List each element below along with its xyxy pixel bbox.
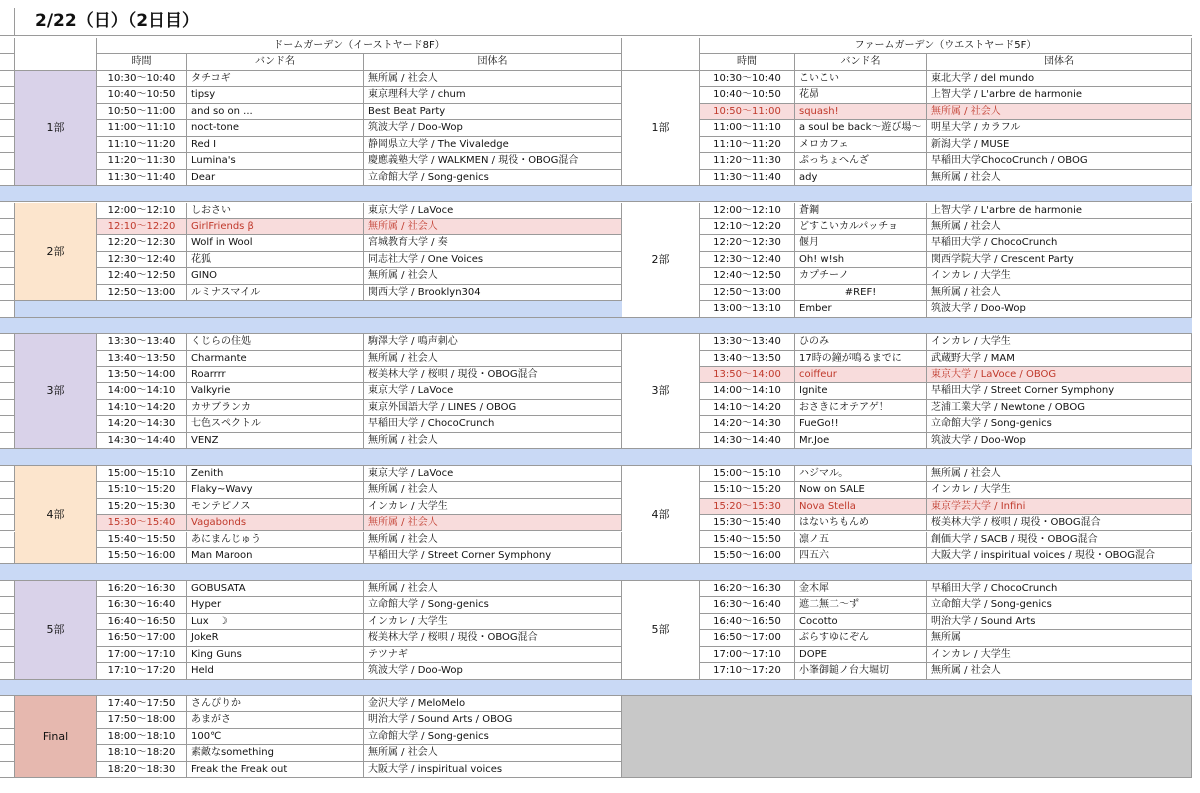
org-cell: 駒澤大学 / 鳴声刺心 <box>364 334 622 350</box>
band-cell: タチコギ <box>187 71 364 87</box>
separator-row <box>0 186 1192 202</box>
band-cell: tipsy <box>187 87 364 103</box>
row-marker <box>0 87 15 103</box>
separator-row <box>0 449 1192 465</box>
row-marker <box>0 301 15 317</box>
time-cell: 17:00〜17:10 <box>700 647 795 663</box>
time-cell: 15:00〜15:10 <box>97 466 187 482</box>
row-marker <box>0 581 15 597</box>
row-marker <box>0 762 15 778</box>
row-marker <box>0 268 15 284</box>
band-cell: しおさい <box>187 203 364 219</box>
band-cell: 17時の鐘が鳴るまでに <box>795 351 927 367</box>
time-cell: 11:10〜11:20 <box>97 137 187 153</box>
org-cell: 桜美林大学 / 桜唄 / 現役・OBOG混合 <box>364 367 622 383</box>
block-label: 3部 <box>15 334 97 449</box>
band-cell: 小峯御鎚ノ台大堀切 <box>795 663 927 679</box>
block-label: 5部 <box>622 581 700 680</box>
org-cell: 無所属 / 社会人 <box>927 285 1192 301</box>
venue-right-header: ファームガーデン（ウエストヤード5F） <box>700 38 1192 54</box>
band-cell: ルミナスマイル <box>187 285 364 301</box>
band-cell: Oh! w!sh <box>795 252 927 268</box>
row-marker <box>0 532 15 548</box>
band-cell: カサブランカ <box>187 400 364 416</box>
org-cell: 桜美林大学 / 桜唄 / 現役・OBOG混合 <box>927 515 1192 531</box>
time-cell: 11:00〜11:10 <box>700 120 795 136</box>
time-cell: 14:30〜14:40 <box>97 433 187 449</box>
row-marker <box>0 614 15 630</box>
time-cell: 12:00〜12:10 <box>700 203 795 219</box>
org-cell: 宮城教育大学 / 奏 <box>364 235 622 251</box>
org-cell: 筑波大学 / Doo-Wop <box>364 663 622 679</box>
venue-left-header: ドームガーデン（イーストヤード8F） <box>97 38 622 54</box>
row-marker <box>0 153 15 169</box>
band-cell: どすこいカルパッチョ <box>795 219 927 235</box>
separator-row <box>15 301 622 317</box>
org-cell: 無所属 / 社会人 <box>364 515 622 531</box>
band-cell: FueGo!! <box>795 416 927 432</box>
band-cell: GirlFriends β <box>187 219 364 235</box>
org-cell: 明治大学 / Sound Arts <box>927 614 1192 630</box>
band-cell: Ignite <box>795 383 927 399</box>
block-label: 3部 <box>622 334 700 449</box>
band-cell: and so on ... <box>187 104 364 120</box>
band-cell: ひのみ <box>795 334 927 350</box>
separator-row <box>0 564 1192 580</box>
time-cell: 11:20〜11:30 <box>97 153 187 169</box>
band-cell: Ember <box>795 301 927 317</box>
band-cell: 七色スペクトル <box>187 416 364 432</box>
time-cell: 16:50〜17:00 <box>97 630 187 646</box>
org-cell: 早稲田大学 / Street Corner Symphony <box>927 383 1192 399</box>
band-cell: ady <box>795 170 927 186</box>
time-cell: 12:30〜12:40 <box>700 252 795 268</box>
band-cell: 花狐 <box>187 252 364 268</box>
row-marker <box>0 482 15 498</box>
block-label: 5部 <box>15 581 97 680</box>
org-cell: 無所属 / 社会人 <box>927 663 1192 679</box>
org-cell: 武蔵野大学 / MAM <box>927 351 1192 367</box>
time-cell: 13:30〜13:40 <box>700 334 795 350</box>
row-marker <box>0 104 15 120</box>
org-cell: 立命館大学 / Song-genics <box>927 597 1192 613</box>
row-marker <box>0 647 15 663</box>
time-cell: 18:20〜18:30 <box>97 762 187 778</box>
time-cell: 15:30〜15:40 <box>97 515 187 531</box>
band-cell: 四五六 <box>795 548 927 564</box>
band-cell: Now on SALE <box>795 482 927 498</box>
band-cell: Charmante <box>187 351 364 367</box>
org-cell: 上智大学 / L'arbre de harmonie <box>927 87 1192 103</box>
time-cell: 18:00〜18:10 <box>97 729 187 745</box>
block-label: 4部 <box>15 466 97 565</box>
time-cell: 14:10〜14:20 <box>700 400 795 416</box>
org-cell: 創価大学 / SACB / 現役・OBOG混合 <box>927 532 1192 548</box>
org-cell: 東京学芸大学 / Infini <box>927 499 1192 515</box>
org-cell: Best Beat Party <box>364 104 622 120</box>
org-cell: 無所属 / 社会人 <box>927 104 1192 120</box>
time-cell: 14:30〜14:40 <box>700 433 795 449</box>
org-cell: 東京理科大学 / chum <box>364 87 622 103</box>
row-marker <box>0 71 15 87</box>
time-cell: 13:50〜14:00 <box>700 367 795 383</box>
band-cell: ハジマル。 <box>795 466 927 482</box>
band-cell: メロカフェ <box>795 137 927 153</box>
time-cell: 14:00〜14:10 <box>97 383 187 399</box>
org-cell: 東京大学 / LaVoce <box>364 203 622 219</box>
band-cell: 凛ノ五 <box>795 532 927 548</box>
band-cell: DOPE <box>795 647 927 663</box>
org-cell: 無所属 / 社会人 <box>364 351 622 367</box>
time-cell: 15:20〜15:30 <box>700 499 795 515</box>
row-marker <box>0 137 15 153</box>
org-cell: 新潟大学 / MUSE <box>927 137 1192 153</box>
row-marker <box>0 433 15 449</box>
band-cell: 金木犀 <box>795 581 927 597</box>
row-marker <box>0 285 15 301</box>
time-cell: 12:40〜12:50 <box>700 268 795 284</box>
time-cell: 13:40〜13:50 <box>97 351 187 367</box>
org-cell: インカレ / 大学生 <box>364 499 622 515</box>
org-cell: 早稲田大学 / ChocoCrunch <box>364 416 622 432</box>
org-cell: 無所属 / 社会人 <box>927 219 1192 235</box>
block-label: 1部 <box>622 71 700 186</box>
block-label: 2部 <box>622 203 700 318</box>
org-cell: 早稲田大学 / Street Corner Symphony <box>364 548 622 564</box>
band-cell: 遮二無二〜ず <box>795 597 927 613</box>
band-cell: JokeR <box>187 630 364 646</box>
row-marker <box>0 170 15 186</box>
row-marker <box>0 712 15 728</box>
band-cell: ぶらすゆにぞん <box>795 630 927 646</box>
org-cell: 無所属 / 社会人 <box>364 532 622 548</box>
band-cell: あにまんじゅう <box>187 532 364 548</box>
org-cell: インカレ / 大学生 <box>364 614 622 630</box>
time-cell: 10:40〜10:50 <box>700 87 795 103</box>
time-cell: 11:20〜11:30 <box>700 153 795 169</box>
time-cell: 16:40〜16:50 <box>97 614 187 630</box>
band-cell: さんぴりか <box>187 696 364 712</box>
time-cell: 16:20〜16:30 <box>700 581 795 597</box>
time-cell: 10:30〜10:40 <box>700 71 795 87</box>
row-marker <box>0 351 15 367</box>
time-cell: 16:50〜17:00 <box>700 630 795 646</box>
band-cell: Red I <box>187 137 364 153</box>
time-cell: 12:10〜12:20 <box>700 219 795 235</box>
time-cell: 13:00〜13:10 <box>700 301 795 317</box>
org-cell: インカレ / 大学生 <box>927 647 1192 663</box>
time-cell: 16:30〜16:40 <box>700 597 795 613</box>
band-cell: noct-tone <box>187 120 364 136</box>
time-cell: 15:50〜16:00 <box>97 548 187 564</box>
time-cell: 10:50〜11:00 <box>700 104 795 120</box>
band-cell: #REF! <box>795 285 927 301</box>
time-cell: 15:40〜15:50 <box>700 532 795 548</box>
row-marker <box>0 466 15 482</box>
org-cell: 慶應義塾大学 / WALKMEN / 現役・OBOG混合 <box>364 153 622 169</box>
org-cell: 静岡県立大学 / The Vivaledge <box>364 137 622 153</box>
band-cell: モンテピノス <box>187 499 364 515</box>
band-cell: 花昴 <box>795 87 927 103</box>
band-cell: King Guns <box>187 647 364 663</box>
org-cell: インカレ / 大学生 <box>927 482 1192 498</box>
time-cell: 12:50〜13:00 <box>700 285 795 301</box>
time-cell: 12:00〜12:10 <box>97 203 187 219</box>
org-cell: 大阪大学 / inspiritual voices <box>364 762 622 778</box>
time-cell: 11:30〜11:40 <box>97 170 187 186</box>
org-cell: 無所属 / 社会人 <box>927 466 1192 482</box>
org-cell: 関西学院大学 / Crescent Party <box>927 252 1192 268</box>
org-cell: 早稲田大学ChocoCrunch / OBOG <box>927 153 1192 169</box>
band-cell: 偃月 <box>795 235 927 251</box>
time-cell: 14:20〜14:30 <box>700 416 795 432</box>
block-label: 4部 <box>622 466 700 565</box>
row-marker <box>0 597 15 613</box>
row-marker <box>0 38 15 54</box>
empty-area <box>622 696 1192 778</box>
time-cell: 11:00〜11:10 <box>97 120 187 136</box>
org-cell: 立命館大学 / Song-genics <box>364 597 622 613</box>
header-corner <box>15 38 97 71</box>
band-cell: squash! <box>795 104 927 120</box>
time-cell: 14:20〜14:30 <box>97 416 187 432</box>
time-cell: 13:30〜13:40 <box>97 334 187 350</box>
time-cell: 15:20〜15:30 <box>97 499 187 515</box>
band-cell: Flaky~Wavy <box>187 482 364 498</box>
separator-row <box>0 318 1192 334</box>
col-time-header: 時間 <box>97 54 187 70</box>
col-org-header: 団体名 <box>364 54 622 70</box>
time-cell: 17:10〜17:20 <box>97 663 187 679</box>
org-cell: インカレ / 大学生 <box>927 334 1192 350</box>
band-cell: Mr.Joe <box>795 433 927 449</box>
row-marker <box>0 499 15 515</box>
org-cell: 立命館大学 / Song-genics <box>927 416 1192 432</box>
org-cell: 東京大学 / LaVoce <box>364 466 622 482</box>
time-cell: 10:40〜10:50 <box>97 87 187 103</box>
time-cell: 16:20〜16:30 <box>97 581 187 597</box>
row-marker <box>0 334 15 350</box>
band-cell: Cocotto <box>795 614 927 630</box>
band-cell: Roarrrr <box>187 367 364 383</box>
org-cell: 無所属 / 社会人 <box>364 71 622 87</box>
band-cell: coiffeur <box>795 367 927 383</box>
row-marker <box>0 252 15 268</box>
band-cell: Dear <box>187 170 364 186</box>
row-marker <box>0 367 15 383</box>
time-cell: 17:10〜17:20 <box>700 663 795 679</box>
band-cell: VENZ <box>187 433 364 449</box>
separator-row <box>0 680 1192 696</box>
row-marker <box>0 745 15 761</box>
time-cell: 11:30〜11:40 <box>700 170 795 186</box>
org-cell: 上智大学 / L'arbre de harmonie <box>927 203 1192 219</box>
row-marker <box>0 203 15 219</box>
time-cell: 12:30〜12:40 <box>97 252 187 268</box>
band-cell: Wolf in Wool <box>187 235 364 251</box>
time-cell: 12:10〜12:20 <box>97 219 187 235</box>
band-cell: あまがさ <box>187 712 364 728</box>
band-cell: 蒼鋼 <box>795 203 927 219</box>
band-cell: Freak the Freak out <box>187 762 364 778</box>
band-cell: 100℃ <box>187 729 364 745</box>
col-org-header: 団体名 <box>927 54 1192 70</box>
org-cell: 東京大学 / LaVoce <box>364 383 622 399</box>
band-cell: おさきにオテアゲ！ <box>795 400 927 416</box>
band-cell: はないちもんめ <box>795 515 927 531</box>
org-cell: 金沢大学 / MeloMelo <box>364 696 622 712</box>
org-cell: インカレ / 大学生 <box>927 268 1192 284</box>
row-marker <box>0 400 15 416</box>
time-cell: 17:50〜18:00 <box>97 712 187 728</box>
band-cell: GINO <box>187 268 364 284</box>
row-marker <box>0 54 15 70</box>
time-cell: 10:50〜11:00 <box>97 104 187 120</box>
time-cell: 13:50〜14:00 <box>97 367 187 383</box>
band-cell: こいこい <box>795 71 927 87</box>
time-cell: 15:30〜15:40 <box>700 515 795 531</box>
org-cell: 東北大学 / del mundo <box>927 71 1192 87</box>
time-cell: 15:40〜15:50 <box>97 532 187 548</box>
band-cell: Lumina's <box>187 153 364 169</box>
org-cell: 無所属 <box>927 630 1192 646</box>
org-cell: 無所属 / 社会人 <box>364 219 622 235</box>
row-marker <box>0 515 15 531</box>
band-cell: GOBUSATA <box>187 581 364 597</box>
time-cell: 10:30〜10:40 <box>97 71 187 87</box>
band-cell: 素敵なsomething <box>187 745 364 761</box>
band-cell: Man Maroon <box>187 548 364 564</box>
time-cell: 13:40〜13:50 <box>700 351 795 367</box>
col-band-header: バンド名 <box>187 54 364 70</box>
band-cell: ぷっちょへんざ <box>795 153 927 169</box>
time-cell: 15:50〜16:00 <box>700 548 795 564</box>
band-cell: Vagabonds <box>187 515 364 531</box>
time-cell: 12:20〜12:30 <box>97 235 187 251</box>
org-cell: 立命館大学 / Song-genics <box>364 729 622 745</box>
org-cell: 東京大学 / LaVoce / OBOG <box>927 367 1192 383</box>
time-cell: 14:10〜14:20 <box>97 400 187 416</box>
org-cell: テツナギ <box>364 647 622 663</box>
org-cell: 無所属 / 社会人 <box>364 433 622 449</box>
row-marker <box>0 120 15 136</box>
org-cell: 明星大学 / カラフル <box>927 120 1192 136</box>
org-cell: 東京外国語大学 / LINES / OBOG <box>364 400 622 416</box>
col-band-header: バンド名 <box>795 54 927 70</box>
row-marker <box>0 8 15 36</box>
row-marker <box>0 663 15 679</box>
org-cell: 無所属 / 社会人 <box>927 170 1192 186</box>
row-marker <box>0 630 15 646</box>
band-cell: a soul be back〜遊び場〜 <box>795 120 927 136</box>
time-cell: 15:10〜15:20 <box>700 482 795 498</box>
org-cell: 筑波大学 / Doo-Wop <box>927 433 1192 449</box>
row-marker <box>0 383 15 399</box>
time-cell: 17:00〜17:10 <box>97 647 187 663</box>
time-cell: 16:40〜16:50 <box>700 614 795 630</box>
org-cell: 関西大学 / Brooklyn304 <box>364 285 622 301</box>
org-cell: 無所属 / 社会人 <box>364 581 622 597</box>
band-cell: カプチーノ <box>795 268 927 284</box>
band-cell: Lux ☽ <box>187 614 364 630</box>
org-cell: 大阪大学 / inspiritual voices / 現役・OBOG混合 <box>927 548 1192 564</box>
time-cell: 17:40〜17:50 <box>97 696 187 712</box>
time-cell: 14:00〜14:10 <box>700 383 795 399</box>
org-cell: 無所属 / 社会人 <box>364 482 622 498</box>
band-cell: Held <box>187 663 364 679</box>
org-cell: 無所属 / 社会人 <box>364 745 622 761</box>
row-marker <box>0 219 15 235</box>
org-cell: 明治大学 / Sound Arts / OBOG <box>364 712 622 728</box>
org-cell: 同志社大学 / One Voices <box>364 252 622 268</box>
time-cell: 18:10〜18:20 <box>97 745 187 761</box>
time-cell: 12:20〜12:30 <box>700 235 795 251</box>
row-marker <box>0 696 15 712</box>
band-cell: Nova Stella <box>795 499 927 515</box>
band-cell: Zenith <box>187 466 364 482</box>
org-cell: 筑波大学 / Doo-Wop <box>364 120 622 136</box>
time-cell: 12:40〜12:50 <box>97 268 187 284</box>
row-marker <box>0 729 15 745</box>
org-cell: 芝浦工業大学 / Newtone / OBOG <box>927 400 1192 416</box>
row-marker <box>0 548 15 564</box>
row-marker <box>0 416 15 432</box>
block-label: Final <box>15 696 97 778</box>
band-cell: くじらの住処 <box>187 334 364 350</box>
org-cell: 早稲田大学 / ChocoCrunch <box>927 581 1192 597</box>
col-time-header: 時間 <box>700 54 795 70</box>
time-cell: 16:30〜16:40 <box>97 597 187 613</box>
org-cell: 桜美林大学 / 桜唄 / 現役・OBOG混合 <box>364 630 622 646</box>
org-cell: 筑波大学 / Doo-Wop <box>927 301 1192 317</box>
band-cell: Valkyrie <box>187 383 364 399</box>
org-cell: 無所属 / 社会人 <box>364 268 622 284</box>
block-label: 1部 <box>15 71 97 186</box>
header-corner-right <box>622 38 700 71</box>
time-cell: 12:50〜13:00 <box>97 285 187 301</box>
block-label: 2部 <box>15 203 97 302</box>
time-cell: 15:00〜15:10 <box>700 466 795 482</box>
time-cell: 15:10〜15:20 <box>97 482 187 498</box>
band-cell: Hyper <box>187 597 364 613</box>
org-cell: 立命館大学 / Song-genics <box>364 170 622 186</box>
page-title: 2/22（日）（2日目） <box>15 8 1192 36</box>
time-cell: 11:10〜11:20 <box>700 137 795 153</box>
row-marker <box>0 235 15 251</box>
org-cell: 早稲田大学 / ChocoCrunch <box>927 235 1192 251</box>
